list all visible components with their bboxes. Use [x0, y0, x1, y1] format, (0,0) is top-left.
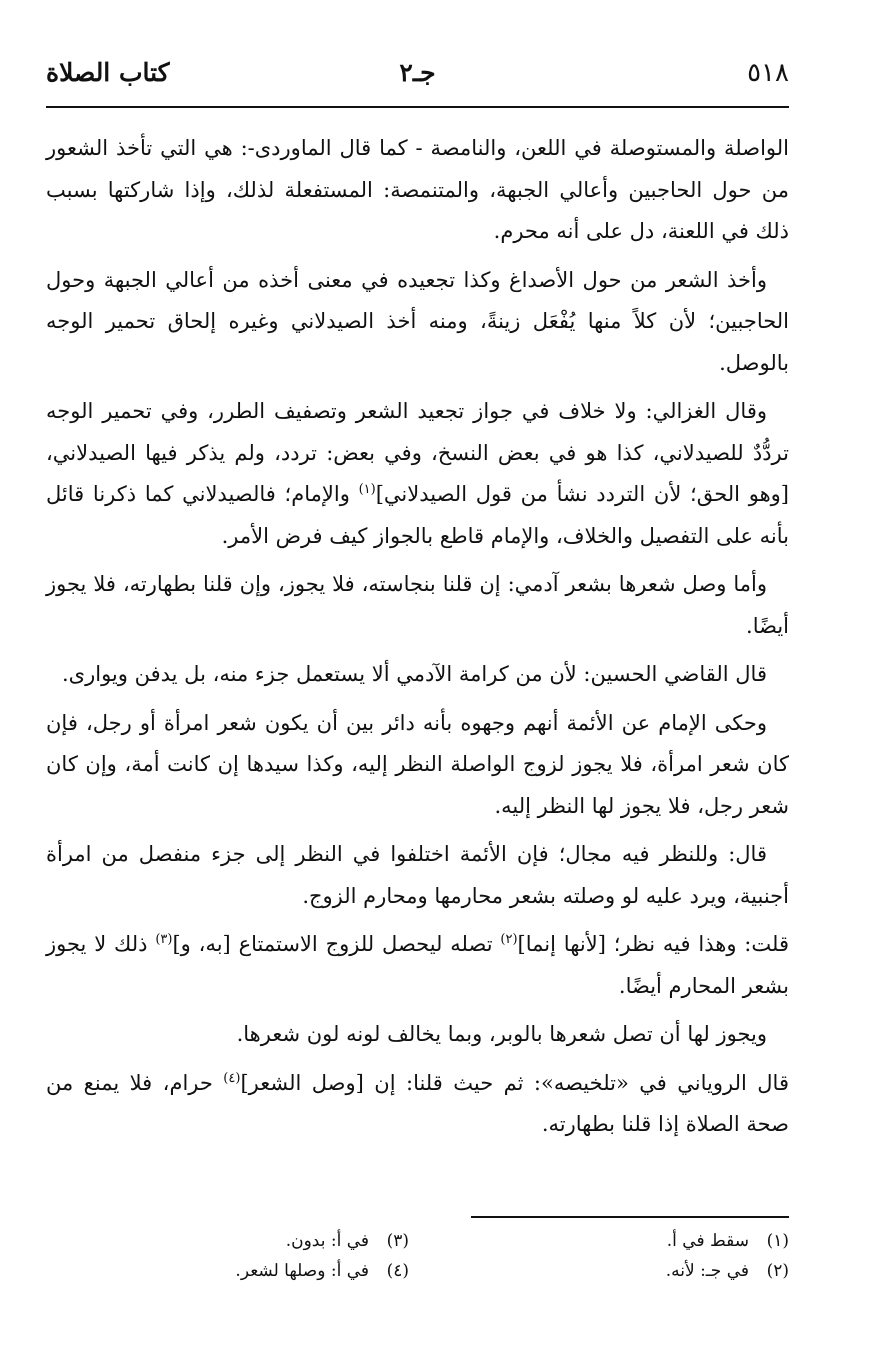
paragraph: وأما وصل شعرها بشعر آدمي: إن قلنا بنجاسته، فلا يجوز، وإن قلنا بطهارته، فلا يجوز أيضًا.	[46, 572, 789, 638]
footnote	[109, 1226, 409, 1256]
footnote	[489, 1256, 789, 1286]
footnote-rule	[471, 1216, 789, 1218]
footnote	[489, 1226, 789, 1256]
paragraph: قال القاضي الحسين: لأن من كرامة الآدمي ألا يستعمل جزء منه، بل يدفن ويوارى.	[62, 662, 767, 686]
main-text	[46, 128, 789, 1146]
paragraph-text: تصله ليحصل للزوج الاستمتاع [به، و]	[172, 932, 501, 956]
footnote-number: (٢)	[766, 1261, 789, 1281]
footnote-text: سقط في أ.	[666, 1231, 749, 1251]
page-header	[46, 58, 789, 98]
paragraph-text: قال الروياني في «تلخيصه»: ثم حيث قلنا: إن [وصل الشعر]	[240, 1070, 789, 1095]
footnote-number: (١)	[766, 1231, 789, 1251]
paragraph-text: وقال الغزالي: ولا خلاف في جواز تجعيد الشعر وتصفيف الطرر، وفي تحمير الوجه تردُّدٌ للصيدلاني، كذا هو في بعض النسخ، وفي بعض: تردد، ولم يذكر فيها الصيدلاني، [وهو الحق؛ لأن التردد نشأ من قول الصيدلاني]	[46, 399, 789, 506]
paragraph	[46, 1063, 789, 1146]
book-title: كتاب الصلاة	[46, 58, 170, 87]
footnote	[109, 1256, 409, 1286]
paragraph-text: حرام، فلا يمنع من صحة الصلاة إذا قلنا بطهارته.	[46, 1070, 789, 1136]
footnote-ref: (٣)	[155, 932, 173, 947]
paragraph: ويجوز لها أن تصل شعرها بالوبر، وبما يخالف لونه لون شعرها.	[236, 1022, 767, 1046]
paragraph: وحكى الإمام عن الأئمة أنهم وجهوه بأنه دائر بين أن يكون شعر امرأة أو رجل، فإن كان شعر امرأة، فلا يجوز لزوج الواصلة النظر إليه، وكذا سيدها إن كانت أمة، وإن كان شعر رجل، فلا يجوز لها النظر إليه.	[46, 710, 789, 818]
footnote-number: (٣)	[386, 1231, 409, 1251]
paragraph-text: قلت: وهذا فيه نظر؛ [لأنها إنما]	[517, 932, 789, 956]
page-number: ٥١٨	[747, 58, 789, 88]
footnote-text: في أ: بدون.	[285, 1231, 369, 1251]
paragraph: الواصلة والمستوصلة في اللعن، والنامصة - كما قال الماوردى-: هي التي تأخذ الشعور من حول الحاجبين وأعالي الجبهة، والمتنمصة: المستفعلة لذلك، وإذا شاركتها بسبب ذلك في اللعنة، دل على أنه محرم.	[46, 136, 789, 243]
paragraph	[46, 924, 789, 1007]
footnote-ref: (١)	[358, 482, 376, 497]
footnote-ref: (٢)	[500, 932, 518, 947]
footnote-text: في جـ: لأنه.	[665, 1261, 749, 1281]
footnote-ref: (٤)	[223, 1070, 241, 1086]
paragraph	[46, 391, 789, 557]
volume-part: جـ٢	[399, 58, 436, 87]
footnotes	[46, 1226, 789, 1286]
footnote-text: في أ: وصلها لشعر.	[235, 1261, 369, 1281]
paragraph: وأخذ الشعر من حول الأصداغ وكذا تجعيده في معنى أخذه من أعالي الجبهة وحول الحاجبين؛ لأن كلاً منها يُفْعَل زينةً، ومنه أخذ الصيدلاني وغيره إلحاق تحمير الوجه بالوصل.	[46, 267, 789, 375]
header-rule	[46, 106, 789, 108]
footnote-number: (٤)	[386, 1261, 409, 1281]
paragraph: قال: وللنظر فيه مجال؛ فإن الأئمة اختلفوا في النظر إلى جزء منفصل من امرأة أجنبية، ويرد عليه لو وصلته بشعر محارمها ومحارم الزوج.	[46, 842, 789, 908]
paragraph-text: والإمام؛ فالصيدلاني كما ذكرنا قائل بأنه على التفصيل والخلاف، والإمام قاطع بالجواز كيف فرض الأمر.	[46, 482, 789, 548]
footnote-column	[109, 1226, 409, 1286]
footnote-column	[489, 1226, 789, 1286]
paragraph-text: ذلك لا يجوز بشعر المحارم أيضًا.	[46, 932, 789, 998]
